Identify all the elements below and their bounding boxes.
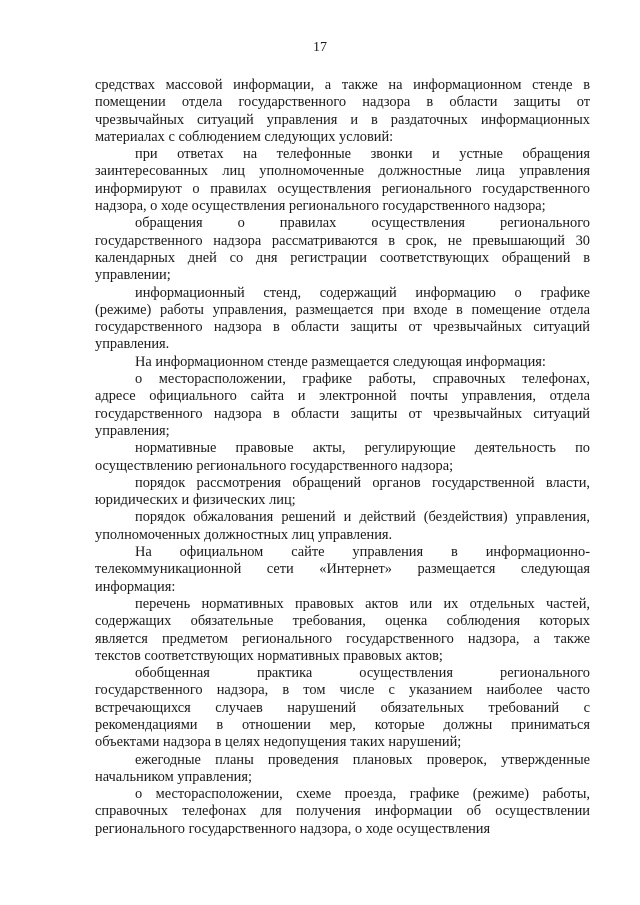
paragraph	[95, 146, 590, 215]
text-line: На информационном стенде размещается следующая информация:	[135, 353, 546, 370]
text-line: информационный стенд, содержащий информацию о графике	[135, 284, 590, 301]
text-line: заинтересованных лиц уполномоченные должностные лица управления	[95, 163, 590, 180]
text-line: управления;	[95, 422, 170, 439]
paragraph	[95, 786, 590, 838]
page-number: 17	[313, 40, 327, 55]
text-line: (режиме) работы управления, размещается при входе в помещение отдела	[95, 301, 590, 318]
text-line: календарных дней со дня регистрации соответствующих обращений в	[95, 249, 590, 266]
text-line: содержащих обязательные требования, оценка соблюдения которых	[95, 613, 590, 630]
text-line: осуществлению регионального государственного надзора;	[95, 457, 454, 474]
text-line: На официальном сайте управления в информационно-	[135, 544, 590, 561]
text-line: адресе официального сайта и электронной почты управления, отдела	[95, 388, 590, 405]
paragraph	[95, 215, 590, 284]
document-body	[95, 77, 590, 838]
text-line: государственного надзора в области защиты от чрезвычайных ситуаций	[95, 405, 590, 422]
text-line: объектами надзора в целях недопущения таких нарушений;	[95, 734, 462, 751]
text-line: порядок рассмотрения обращений органов государственной власти,	[135, 474, 590, 491]
text-line: является предметом регионального государственного надзора, а также	[95, 630, 590, 647]
text-line: государственного надзора в области защиты от чрезвычайных ситуаций	[95, 319, 590, 336]
paragraph	[95, 77, 590, 146]
text-line: помещении отдела государственного надзора в области защиты от	[95, 94, 590, 111]
text-line: информация:	[95, 578, 176, 595]
text-line: юридических и физических лиц;	[95, 492, 296, 509]
text-line: государственного надзора рассматриваются в срок, не превышающий 30	[95, 232, 590, 249]
text-line: перечень нормативных правовых актов или их отдельных частей,	[135, 595, 590, 612]
paragraph	[95, 475, 590, 510]
text-line: начальником управления;	[95, 768, 252, 785]
text-line: чрезвычайных ситуаций управления и в раздаточных информационных	[95, 111, 590, 128]
paragraph	[95, 665, 590, 751]
paragraph	[95, 752, 590, 787]
text-line: справочных телефонах для получения информации об осуществлении	[95, 803, 590, 820]
text-line: ежегодные планы проведения плановых проверок, утвержденные	[135, 751, 590, 768]
text-line: управлении;	[95, 267, 171, 284]
text-line: средствах массовой информации, а также на информационном стенде в	[95, 77, 590, 93]
paragraph	[95, 285, 590, 354]
text-line: обращения о правилах осуществления регионального	[135, 215, 590, 232]
text-line: уполномоченных должностных лиц управления.	[95, 526, 393, 543]
text-line: регионального государственного надзора, о ходе осуществления	[95, 820, 491, 837]
paragraph	[95, 354, 590, 371]
text-line: порядок обжалования решений и действий (бездействия) управления,	[135, 509, 590, 526]
text-line: управления.	[95, 336, 170, 353]
text-line: рекомендациями в отношении мер, которые должны приниматься	[95, 716, 590, 733]
text-line: материалах с соблюдением следующих условий:	[95, 128, 394, 145]
text-line: нормативные правовые акты, регулирующие деятельность по	[135, 440, 590, 457]
text-line: информируют о правилах осуществления регионального государственного	[95, 180, 590, 197]
text-line: обобщенная практика осуществления регионального	[135, 665, 590, 682]
text-line: встречающихся случаев нарушений обязательных требований с	[95, 699, 590, 716]
text-line: телекоммуникационной сети «Интернет» размещается следующая	[95, 561, 590, 578]
text-line: надзора, о ходе осуществления регионального государственного надзора;	[95, 198, 546, 215]
paragraph	[95, 544, 590, 596]
text-line: при ответах на телефонные звонки и устные обращения	[135, 146, 590, 163]
paragraph	[95, 596, 590, 665]
text-line: о месторасположении, графике работы, справочных телефонах,	[135, 371, 590, 388]
paragraph	[95, 440, 590, 475]
paragraph	[95, 509, 590, 544]
paragraph	[95, 371, 590, 440]
text-line: текстов соответствующих нормативных правовых актов;	[95, 647, 443, 664]
text-line: государственного надзора, в том числе с указанием наиболее часто	[95, 682, 590, 699]
text-line: о месторасположении, схеме проезда, графике (режиме) работы,	[135, 786, 590, 803]
